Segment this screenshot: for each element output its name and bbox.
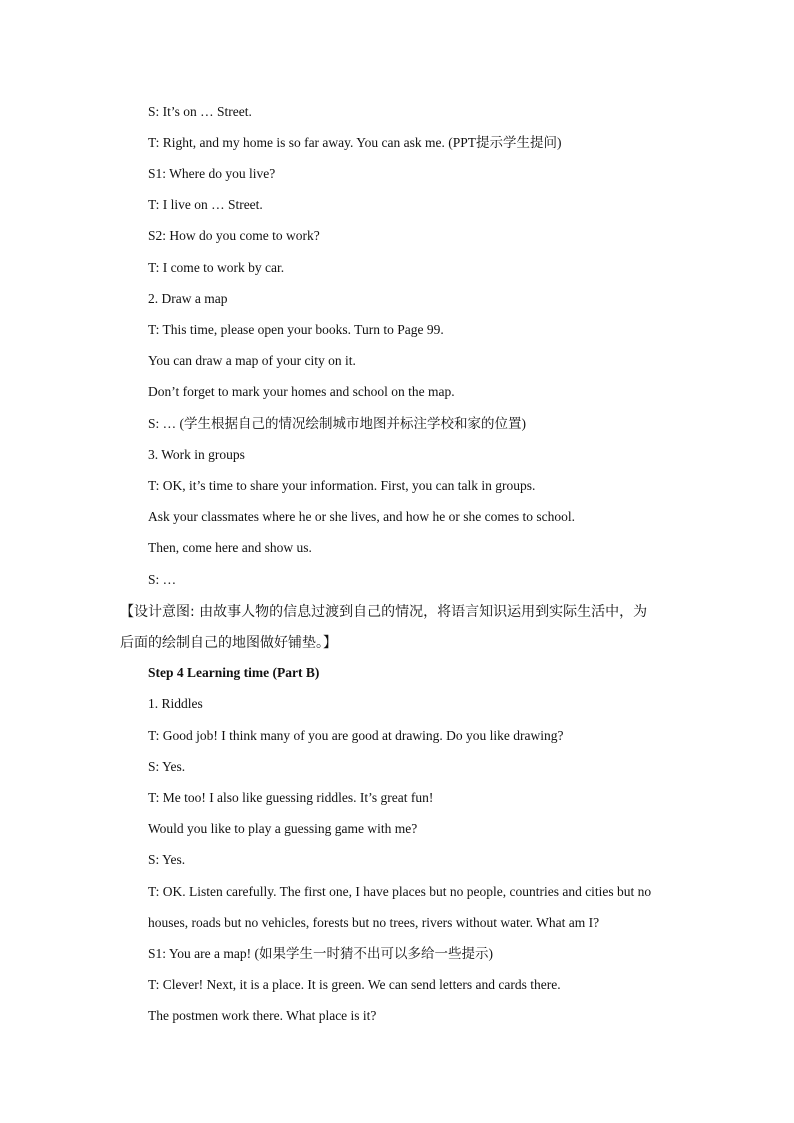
text-line: S1: Where do you live?	[148, 166, 276, 181]
text-line: S: Yes.	[148, 759, 186, 774]
text-line: The postmen work there. What place is it?	[148, 1008, 377, 1023]
text-line: T: Good job! I think many of you are good at drawing. Do you like drawing?	[148, 728, 564, 743]
text-line: Then, come here and show us.	[148, 540, 312, 555]
text-line: T: I come to work by car.	[148, 260, 285, 275]
numbered-heading: 3. Work in groups	[148, 447, 245, 462]
text-line: T: Me too! I also like guessing riddles. It’s great fun!	[148, 790, 434, 805]
riddle-paragraph: T: OK. Listen carefully. The first one, I have places but no people, countries and cities but no houses, roads but no vehicles, forests but no trees, rivers without water. What am I?	[148, 884, 652, 930]
text-line: S2: How do you come to work?	[148, 228, 320, 243]
design-note-line-2: 后面的绘制自己的地图做好铺垫。】	[120, 635, 337, 651]
text-line: S: …	[148, 572, 177, 587]
text-line: You can draw a map of your city on it.	[148, 353, 356, 368]
numbered-heading: 1. Riddles	[148, 696, 203, 711]
text-line: T: Clever! Next, it is a place. It is green. We can send letters and cards there.	[148, 977, 561, 992]
text-line: Would you like to play a guessing game with me?	[148, 821, 418, 836]
text-line: Don’t forget to mark your homes and school on the map.	[148, 384, 455, 399]
text-line: T: I live on … Street.	[148, 197, 263, 212]
text-line: T: Right, and my home is so far away. You can ask me. (PPT提示学生提问)	[148, 135, 562, 150]
text-line: T: This time, please open your books. Turn to Page 99.	[148, 322, 444, 337]
text-line: S: It’s on … Street.	[148, 104, 252, 119]
text-line: S: … (学生根据自己的情况绘制城市地图并标注学校和家的位置)	[148, 416, 526, 431]
text-line: T: OK, it’s time to share your information. First, you can talk in groups.	[148, 478, 536, 493]
text-line: S: Yes.	[148, 852, 186, 867]
design-note-line-1: 【设计意图: 由故事人物的信息过渡到自己的情况，将语言知识运用到实际生活中，为	[120, 604, 648, 620]
text-line: S1: You are a map! (如果学生一时猜不出可以多给一些提示)	[148, 946, 493, 961]
text-line: Ask your classmates where he or she lives, and how he or she comes to school.	[148, 509, 576, 524]
numbered-heading: 2. Draw a map	[148, 291, 228, 306]
step-heading: Step 4 Learning time (Part B)	[148, 665, 320, 680]
